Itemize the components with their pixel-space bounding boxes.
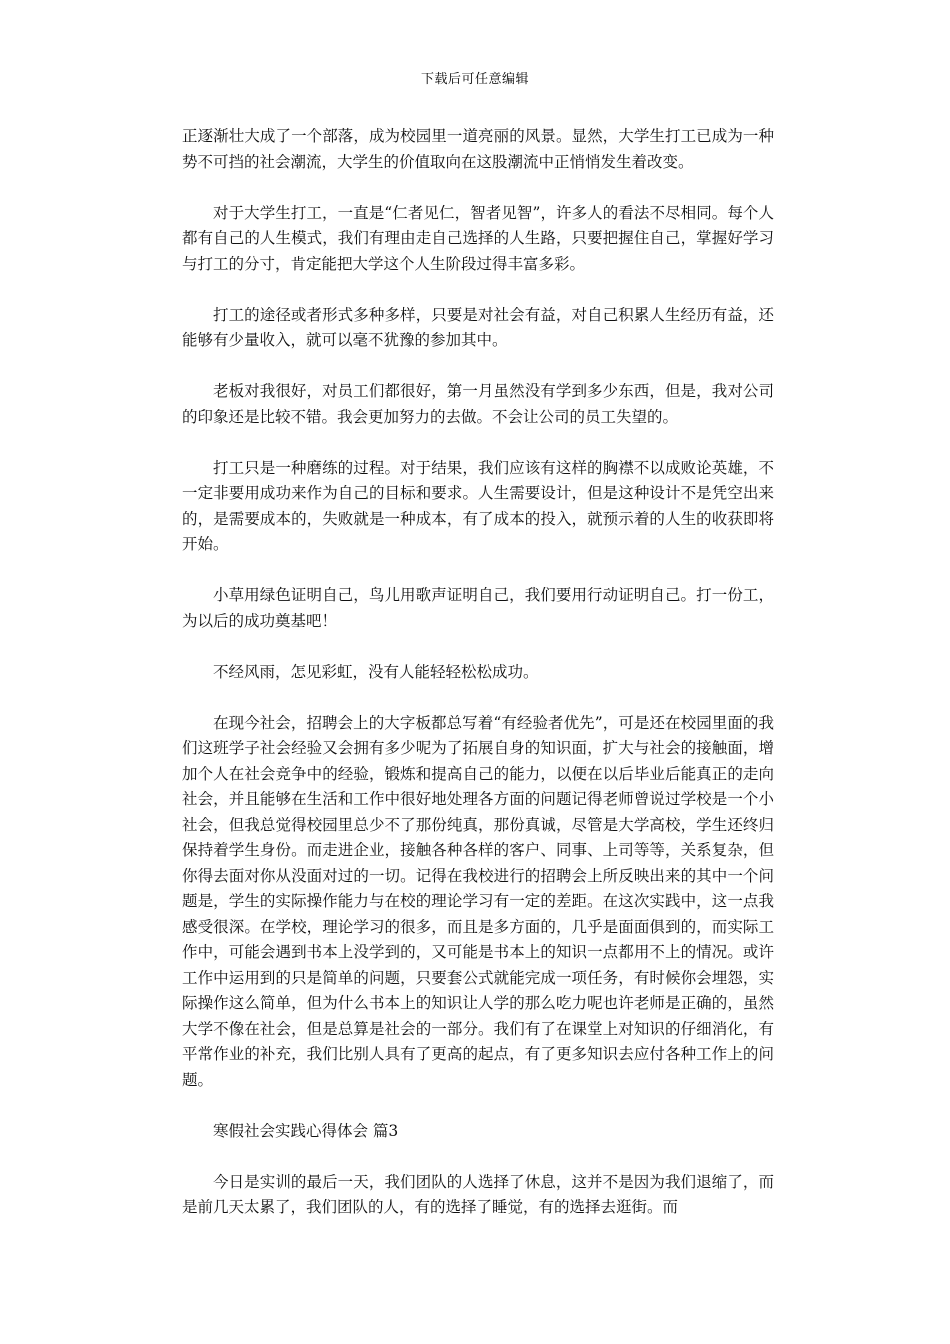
paragraph-student-work-views: 对于大学生打工，一直是“仁者见仁，智者见智”，许多人的看法不尽相同。每个人都有自己的人生模式，我们有理由走自己选择的人生路，只要把握住自己，掌握好学习与打工的分寸，肯定能把大学这个人生阶段过得丰富多彩。	[182, 203, 774, 273]
page-header: 下载后可任意编辑	[420, 72, 529, 87]
paragraph-prove-yourself: 小草用绿色证明自己，鸟儿用歌声证明自己，我们要用行动证明自己。打一份工，为以后的成功奠基吧！	[182, 586, 774, 630]
paragraph-rainbow: 不经风雨，怎见彩虹，没有人能轻轻松松成功。	[213, 662, 539, 681]
paragraph-tempering: 打工只是一种磨练的过程。对于结果，我们应该有这样的胸襟不以成败论英雄，不一定非要用成功来作为自己的目标和要求。人生需要设计，但是这种设计不是凭空出来的，是需要成本的，失败就是一种成本，有了成本的投入，就预示着的人生的收获即将开始。	[182, 458, 774, 553]
paragraph-continued: 正逐渐壮大成了一个部落，成为校园里一道亮丽的风景。显然，大学生打工已成为一种势不可挡的社会潮流，大学生的价值取向在这股潮流中正悄悄发生着改变。	[182, 127, 774, 171]
paragraph-society-experience: 在现今社会，招聘会上的大字板都总写着“有经验者优先”，可是还在校园里面的我们这班学子社会经验又会拥有多少呢为了拓展自身的知识面，扩大与社会的接触面，增加个人在社会竞争中的经验，锻炼和提高自己的能力，以便在以后毕业后能真正的走向社会，并且能够在生活和工作中很好地处理各方面的问题记得老师曾说过学校是一个小社会，但我总觉得校园里总少不了那份纯真，那份真诚，尽管是大学高校，学生还终归保持着学生身份。而走进企业，接触各种各样的客户、同事、上司等等，关系复杂，但你得去面对你从没面对过的一切。记得在我校进行的招聘会上所反映出来的其中一个问题是，学生的实际操作能力与在校的理论学习有一定的差距。在这次实践中，这一点我感受很深。在学校，理论学习的很多，而且是多方面的，几乎是面面俱到的，而实际工作中，可能会遇到书本上没学到的，又可能是书本上的知识一点都用不上的情况。或许工作中运用到的只是简单的问题，只要套公式就能完成一项任务，有时候你会埋怨，实际操作这么简单，但为什么书本上的知识让人学的那么吃力呢也许老师是正确的，虽然大学不像在社会，但是总算是社会的一部分。我们有了在课堂上对知识的仔细消化，有平常作业的补充，我们比别人具有了更高的起点，有了更多知识去应付各种工作上的问题。	[182, 713, 774, 1089]
paragraph-work-forms: 打工的途径或者形式多种多样，只要是对社会有益，对自己积累人生经历有益，还能够有少量收入，就可以毫不犹豫的参加其中。	[182, 305, 774, 349]
section-heading: 寒假社会实践心得体会 篇3	[213, 1121, 399, 1140]
document-body	[182, 124, 774, 1246]
paragraph-training-last-day: 今日是实训的最后一天，我们团队的人选择了休息，这并不是因为我们退缩了，而是前几天太累了，我们团队的人，有的选择了睡觉，有的选择去逛街。而	[182, 1172, 774, 1216]
paragraph-boss: 老板对我很好，对员工们都很好，第一月虽然没有学到多少东西，但是，我对公司的印象还是比较不错。我会更加努力的去做。不会让公司的员工失望的。	[182, 382, 774, 426]
